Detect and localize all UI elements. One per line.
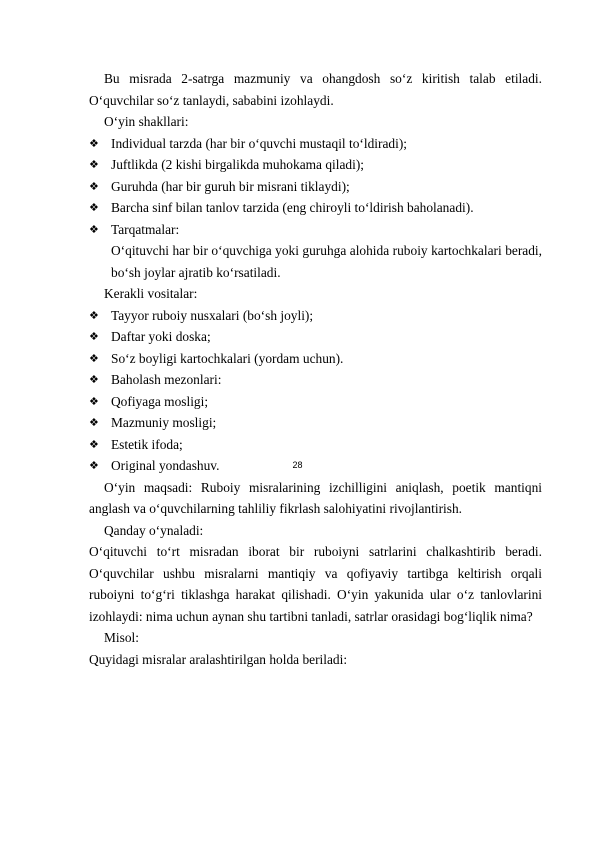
list-item-text: So‘z boyligi kartochkalari (yordam uchun). [111,350,344,366]
diamond-bullet-icon: ❖ [89,437,99,451]
diamond-bullet-icon: ❖ [89,459,99,472]
diamond-bullet-icon: ❖ [89,351,99,365]
list-item [89,176,542,198]
diamond-bullet-icon: ❖ [89,416,99,429]
list-item-text: Original yondashuv. [111,458,220,473]
how-heading: Qanday o‘ynaladi: [104,522,204,538]
list-item [89,326,542,348]
goal-paragraph: O‘yin maqsadi: Ruboiy misralarining izchilligini aniqlash, poetik mantiqni anglash va o‘quvchilarning tahliliy fikrlash salohiyatini rivojlantirish. [89,479,542,516]
list-item-text: Barcha sinf bilan tanlov tarzida (eng chiroyli to‘ldirish baholanadi). [111,200,474,215]
diamond-bullet-icon: ❖ [89,308,99,322]
diamond-bullet-icon: ❖ [89,330,99,343]
list-item-text: Tayyor ruboiy nusxalari (bo‘sh joyli); [111,307,314,323]
diamond-bullet-icon: ❖ [89,136,99,150]
list-item-text: Guruhda (har bir guruh bir misrani tiklaydi); [111,178,350,194]
list-item-text: Daftar yoki doska; [111,329,211,344]
list-item-text: Estetik ifoda; [111,436,183,452]
diamond-bullet-icon: ❖ [89,179,99,193]
list-item-text: Individual tarzda (har bir o‘quvchi mustaqil to‘ldiradi); [111,135,407,151]
forms-heading: O‘yin shakllari: [104,114,189,129]
tools-heading: Kerakli vositalar: [104,286,198,301]
list-item [89,133,542,155]
list-item [89,391,542,413]
list-item-text: Juftlikda (2 kishi birgalikda muhokama qiladi); [111,157,365,172]
list-item [89,369,542,391]
forms-list [89,133,542,241]
list-item [89,305,542,327]
handouts-description: O‘qituvchi har bir o‘quvchiga yoki guruhga alohida ruboiy kartochkalari beradi, bo‘sh joylar ajratib ko‘rsatiladi. [111,243,542,280]
list-item [89,348,542,370]
diamond-bullet-icon: ❖ [89,201,99,214]
how-paragraph: O‘qituvchi to‘rt misradan iborat bir ruboiyni satrlarini chalkashtirib beradi. O‘quvchilar ushbu misralarni mantiqiy va qofiyaviy tartibga keltirish orqali ruboiyni to‘g‘ri tiklashga harakat qilishadi. O‘yin yakunida ular o‘z tanlovlarini izohlaydi: nima uchun aynan shu tartibni tanladi, satrlar orasidagi bog‘liqlik nima? [89,544,542,624]
list-item-text: Tarqatmalar: [111,221,180,237]
document-page [89,68,542,670]
diamond-bullet-icon: ❖ [89,373,99,386]
list-item-text: Qofiyaga mosligi; [111,393,209,409]
intro-paragraph: Bu misrada 2-satrga mazmuniy va ohangdosh so‘z kiritish talab etiladi. O‘quvchilar so‘z tanlaydi, sababini izohlaydi. [89,71,542,108]
list-item [89,412,542,434]
tools-list [89,305,542,477]
diamond-bullet-icon: ❖ [89,158,99,171]
list-item [89,434,542,456]
page-number: 28 [292,460,303,470]
list-item [89,154,542,176]
list-item [89,197,542,219]
list-item [89,219,542,241]
diamond-bullet-icon: ❖ [89,222,99,236]
example-intro: Quyidagi misralar aralashtirilgan holda beriladi: [89,651,348,667]
example-heading: Misol: [104,630,139,645]
list-item-text: Mazmuniy mosligi; [111,415,217,430]
list-item-text: Baholash mezonlari: [111,372,222,387]
diamond-bullet-icon: ❖ [89,394,99,408]
